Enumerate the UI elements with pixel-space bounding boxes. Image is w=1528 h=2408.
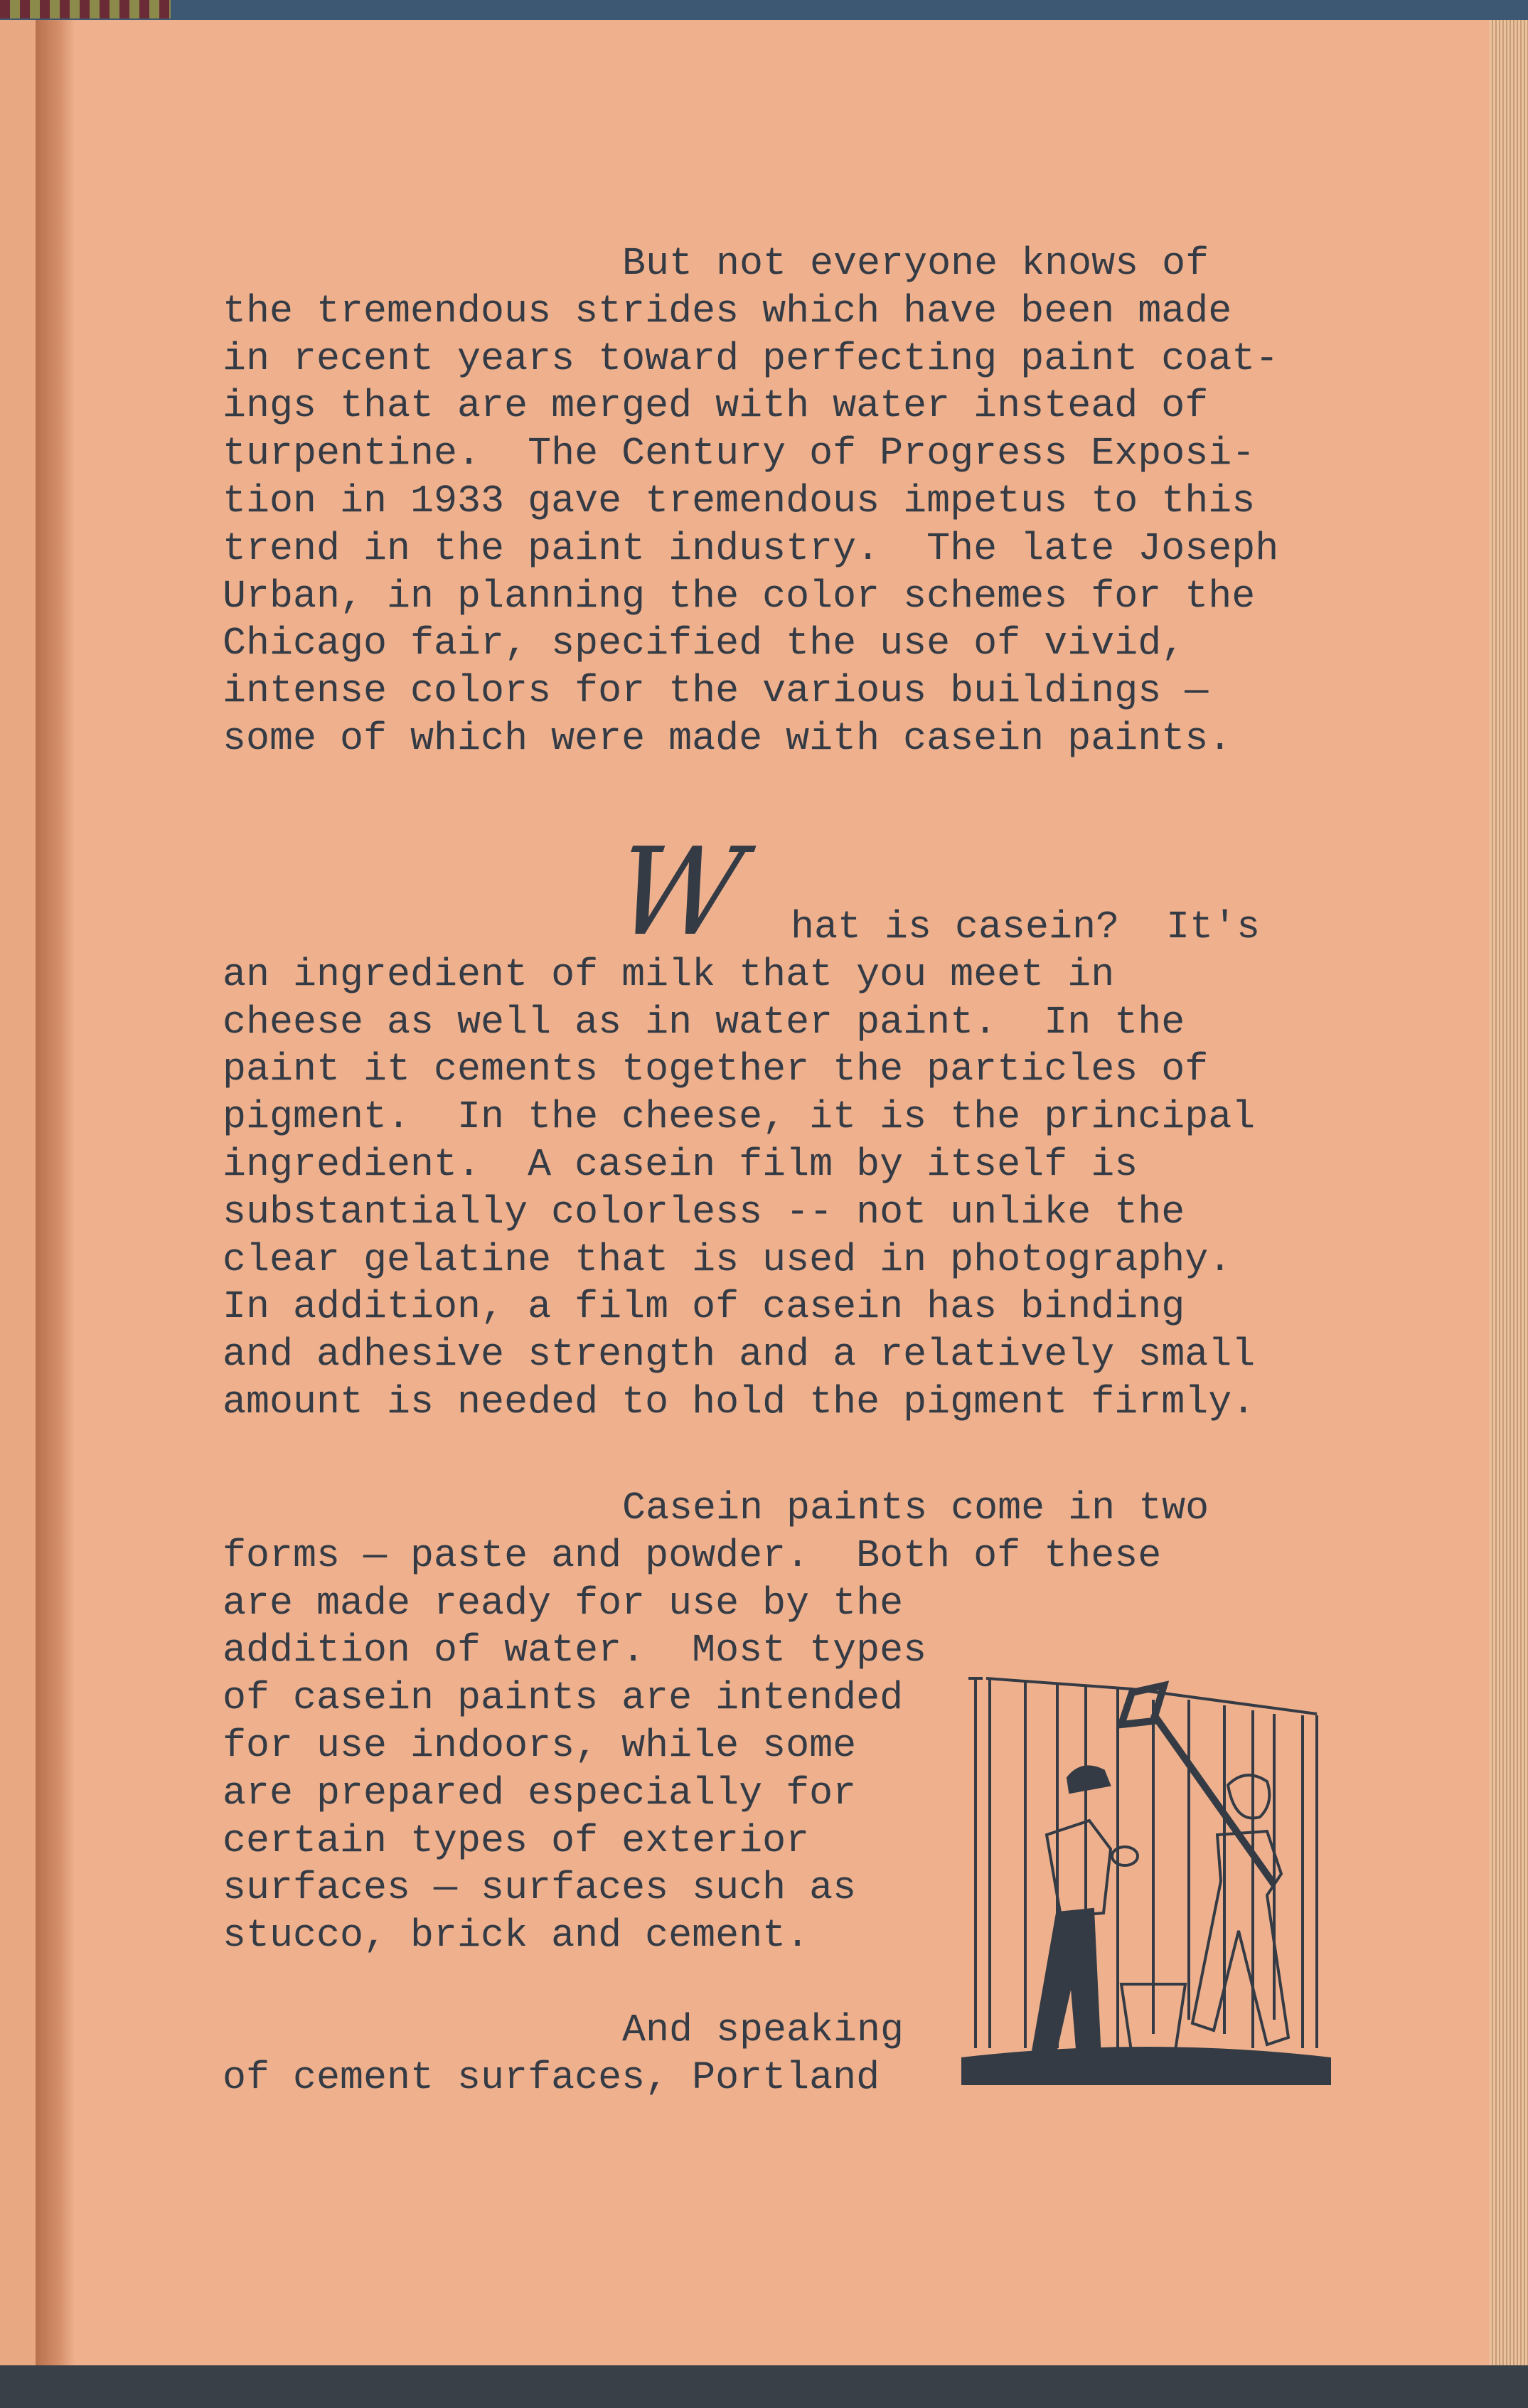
text-line: ingredient. A casein film by itself is: [223, 1141, 1138, 1187]
page-gutter: [36, 20, 75, 2367]
text-line: are made ready for use by the: [223, 1580, 904, 1626]
text-line: stucco, brick and cement.: [223, 1913, 810, 1959]
text-line: certain types of exterior: [223, 1818, 810, 1863]
grass: [961, 2048, 1331, 2085]
text-line: surfaces — surfaces such as: [223, 1865, 857, 1911]
book-cover-bottom: [0, 2365, 1528, 2408]
text-line: But not everyone knows of: [622, 241, 1209, 286]
binding-stitch: [0, 0, 171, 18]
previous-page-edge: [0, 20, 36, 2367]
text-line: Urban, in planning the color schemes for the: [223, 573, 1256, 619]
text-line: addition of water. Most types: [223, 1628, 927, 1673]
drop-cap-letter: W: [607, 822, 752, 963]
paint-brush: [1121, 1685, 1274, 1885]
text-line: Casein paints come in two: [622, 1486, 1209, 1530]
text-line: Chicago fair, specified the use of vivid,: [223, 621, 1185, 666]
text-line: for use indoors, while some: [223, 1722, 857, 1768]
text-line: amount is needed to hold the pigment firmly.: [223, 1379, 1256, 1424]
text-line: an ingredient of milk that you meet in: [223, 952, 1115, 997]
text-line: In addition, a film of casein has binding: [223, 1284, 1185, 1330]
text-line: turpentine. The Century of Progress Exposi-: [223, 431, 1256, 476]
paragraph-2: [223, 904, 1260, 1427]
text-line: tion in 1933 gave tremendous impetus to this: [223, 478, 1256, 523]
text-line: trend in the paint industry. The late Joseph: [223, 526, 1279, 571]
text-line: forms — paste and powder. Both of these: [223, 1533, 1162, 1578]
text-line: are prepared especially for: [223, 1770, 857, 1816]
text-line: intense colors for the various buildings —: [223, 668, 1209, 714]
text-line: paint it cements together the particles of: [223, 1047, 1209, 1092]
boys-painting-fence-illustration: [961, 1650, 1331, 2085]
paragraph-4: [223, 2007, 904, 2102]
paragraph-1: [223, 240, 1278, 763]
text-line: and adhesive strength and a relatively small: [223, 1332, 1256, 1378]
page-stack-edge: [1490, 20, 1528, 2367]
text-line: the tremendous strides which have been made: [223, 288, 1232, 334]
text-line: hat is casein? It's: [791, 905, 1261, 949]
text-line: pigment. In the cheese, it is the principal: [223, 1094, 1256, 1140]
text-line: cheese as well as in water paint. In the: [223, 999, 1185, 1045]
text-line: ings that are merged with water instead of: [223, 383, 1209, 429]
text-line: of casein paints are intended: [223, 1676, 904, 1721]
text-line: of cement surfaces, Portland: [223, 2055, 880, 2100]
text-line: And speaking: [622, 2008, 904, 2052]
fence-boards: [968, 1678, 1317, 2048]
book-cover-top: [0, 0, 1528, 21]
text-line: some of which were made with casein paints.: [223, 715, 1232, 761]
text-line: substantially colorless -- not unlike the: [223, 1189, 1185, 1235]
text-line: in recent years toward perfecting paint coat-: [223, 336, 1279, 381]
text-line: clear gelatine that is used in photography.: [223, 1237, 1232, 1282]
